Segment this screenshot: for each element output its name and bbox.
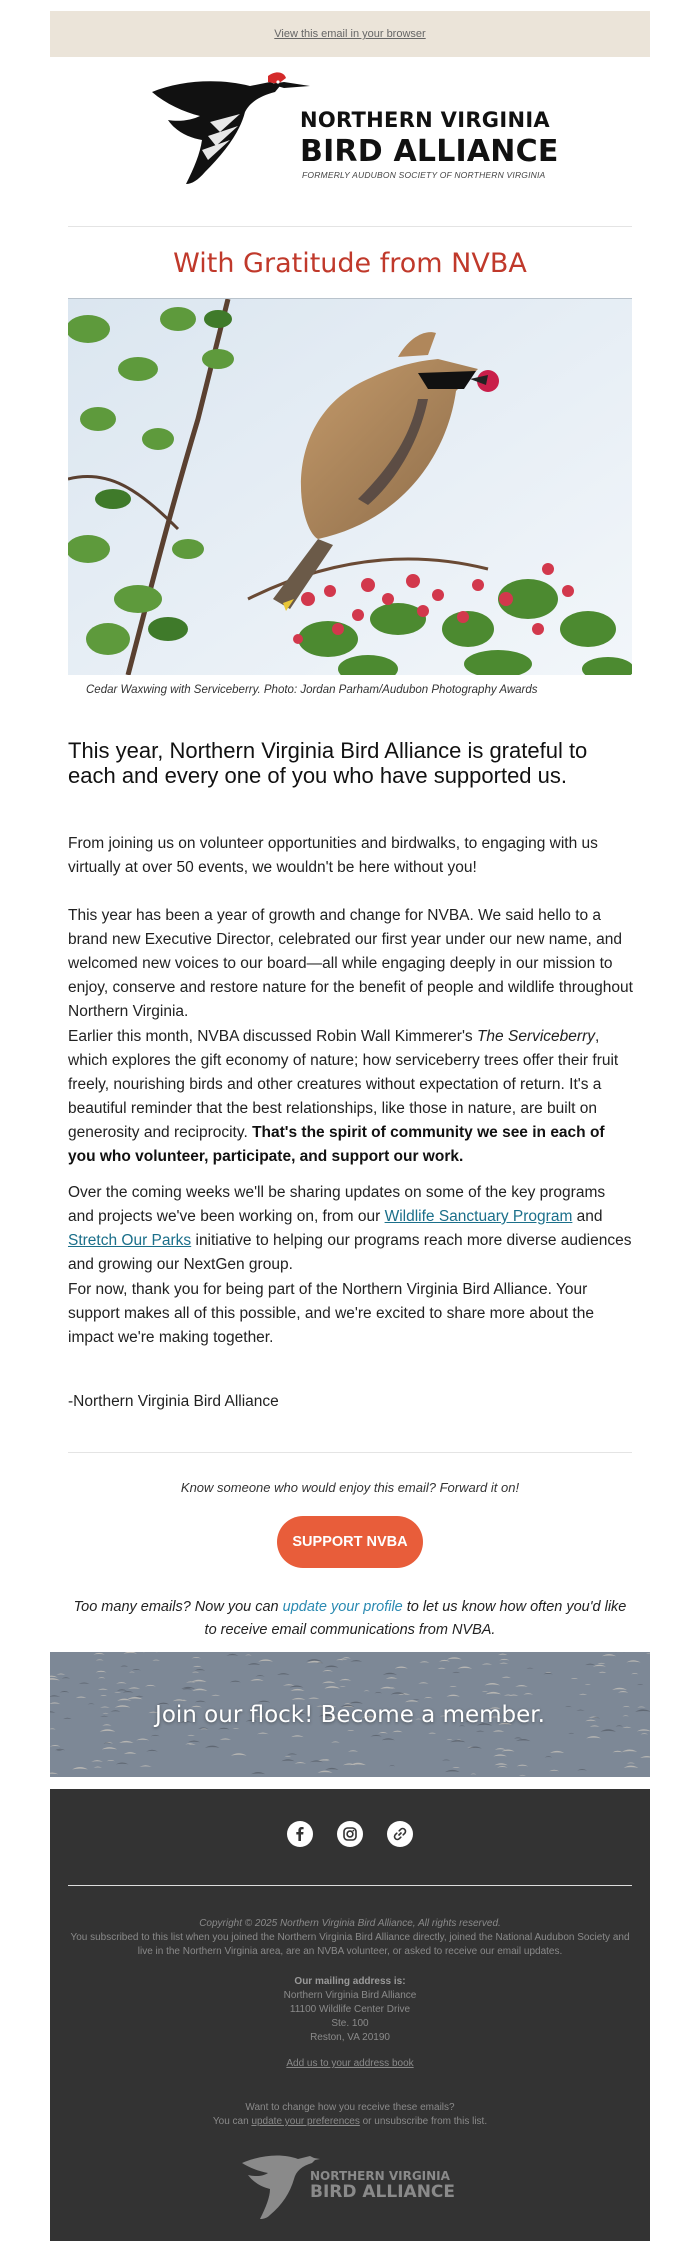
paragraph-3 — [68, 1025, 634, 1169]
copyright-text: Copyright © 2025 Northern Virginia Bird Alliance, All rights reserved. — [199, 1918, 501, 1929]
logo-wordmark — [300, 110, 560, 167]
divider — [68, 1452, 632, 1453]
signoff — [68, 1390, 634, 1414]
paragraph-3-bold: That's the spirit of community we see in each of you who volunteer, participate, and support our work. — [68, 1124, 605, 1165]
paragraph-5 — [68, 1278, 634, 1350]
paragraph-1 — [68, 832, 634, 880]
website-link[interactable] — [387, 1821, 413, 1847]
add-to-address-book-link[interactable]: Add us to your address book — [286, 2058, 414, 2069]
update-preferences-link[interactable]: update your preferences — [251, 2116, 360, 2127]
paragraph-4-text-b: initiative to helping our programs reach more diverse audiences and growing our NextGen group. — [68, 1232, 632, 1273]
cedar-waxwing-photo — [68, 298, 632, 675]
email-headline: With Gratitude from NVBA — [173, 248, 527, 279]
footer-divider — [68, 1885, 632, 1886]
paragraph-3-text-b: , which explores the gift economy of nature; how serviceberry trees offer their fruit freely, nourishing birds and other creatures without expectation of return. It's a beautiful reminder that the best relationships, like those in nature, are built on generosity and reciprocity. — [68, 1028, 619, 1141]
subscription-reason: You subscribed to this list when you joined the Northern Virginia Bird Alliance directly, joined the National Audubon Society and live in the Northern Virginia area, are an NVBA volunteer, or asked to receive our email updates. — [70, 1932, 630, 1957]
too-many-after: to let us know how often you'd like to receive email communications from NVBA. — [204, 1599, 627, 1638]
address-line: Northern Virginia Bird Alliance — [283, 1990, 417, 2001]
paragraph-4 — [68, 1181, 634, 1277]
logo-line-2: BIRD ALLIANCE — [300, 134, 559, 169]
change-prefix: You can — [212, 2116, 252, 2127]
instagram-link[interactable] — [337, 1821, 363, 1847]
paragraph-1-text: From joining us on volunteer opportunities and birdwalks, to engaging with us virtually at over 50 events, we wouldn't be here without you! — [68, 835, 598, 876]
wildlife-sanctuary-link[interactable]: Wildlife Sanctuary Program — [384, 1208, 573, 1225]
woodpecker-logo-icon — [150, 72, 310, 202]
address-line: Reston, VA 20190 — [310, 2032, 390, 2043]
paragraph-5-text: For now, thank you for being part of the Northern Virginia Bird Alliance. Your support makes all of this possible, and we're excited to share more about the impact we're making together. — [68, 1281, 594, 1346]
change-suffix: or unsubscribe from this list. — [359, 2116, 488, 2127]
change-question: Want to change how you receive these emails? — [245, 2102, 455, 2113]
update-profile-link[interactable]: update your profile — [282, 1599, 403, 1615]
banner-heading: Join our flock! Become a member. — [155, 1701, 545, 1728]
woodpecker-logo-icon — [240, 2149, 320, 2219]
stretch-our-parks-link[interactable]: Stretch Our Parks — [68, 1232, 192, 1249]
nvba-logo[interactable] — [150, 72, 559, 202]
facebook-icon — [287, 1821, 313, 1847]
forward-prompt: Know someone who would enjoy this email? Forward it on! — [180, 1480, 520, 1495]
facebook-link[interactable] — [287, 1821, 313, 1847]
view-in-browser-link[interactable]: View this email in your browser — [274, 28, 426, 40]
logo-tagline: FORMERLY AUDUBON SOCIETY OF NORTHERN VIRGINIA — [302, 170, 546, 180]
paragraph-2-text: This year has been a year of growth and change for NVBA. We said hello to a brand new Executive Director, celebrated our first year under our new name, and welcomed new voices to our board—all while engaging deeply in our mission to enjoy, conserve and restore nature for the benefit of people and wildlife throughout Northern Virginia. — [68, 907, 633, 1020]
paragraph-3-text-a: Earlier this month, NVBA discussed Robin Wall Kimmerer's — [68, 1028, 477, 1045]
preheader-bar — [50, 11, 650, 57]
support-nvba-button[interactable]: SUPPORT NVBA — [277, 1516, 423, 1568]
footer-logo-line-1: NORTHERN VIRGINIA — [310, 2169, 450, 2183]
address-line: Ste. 100 — [331, 2018, 369, 2029]
too-many-before: Too many emails? Now you can — [73, 1599, 283, 1615]
mailing-address-block — [68, 1975, 632, 2045]
signoff-text: -Northern Virginia Bird Alliance — [68, 1393, 279, 1410]
address-book-row — [68, 2057, 632, 2071]
footer — [50, 1789, 650, 2241]
lead-statement: This year, Northern Virginia Bird Alliance is grateful to each and every one of you who have supported us. — [68, 738, 588, 788]
logo-line-1: NORTHERN VIRGINIA — [300, 108, 550, 132]
paragraph-4-text-a: Over the coming weeks we'll be sharing updates on some of the key programs and projects we've been working on, from our — [68, 1184, 606, 1225]
footer-legal — [68, 1917, 632, 1959]
membership-banner[interactable] — [50, 1652, 650, 1777]
paragraph-2 — [68, 904, 634, 1024]
address-line: 11100 Wildlife Center Drive — [289, 2004, 411, 2015]
instagram-icon — [337, 1821, 363, 1847]
website-link-icon — [387, 1821, 413, 1847]
paragraph-4-mid: and — [572, 1208, 603, 1225]
divider — [68, 226, 632, 227]
footer-logo-line-2: BIRD ALLIANCE — [310, 2182, 456, 2202]
book-title: The Serviceberry — [476, 1028, 595, 1045]
footer-logo[interactable] — [240, 2149, 460, 2219]
email-frequency-note — [68, 1596, 632, 1642]
preferences-block — [68, 2101, 632, 2129]
mailing-address-label: Our mailing address is: — [294, 1976, 406, 1987]
photo-caption: Cedar Waxwing with Serviceberry. Photo: Jordan Parham/Audubon Photography Awards — [86, 684, 538, 696]
